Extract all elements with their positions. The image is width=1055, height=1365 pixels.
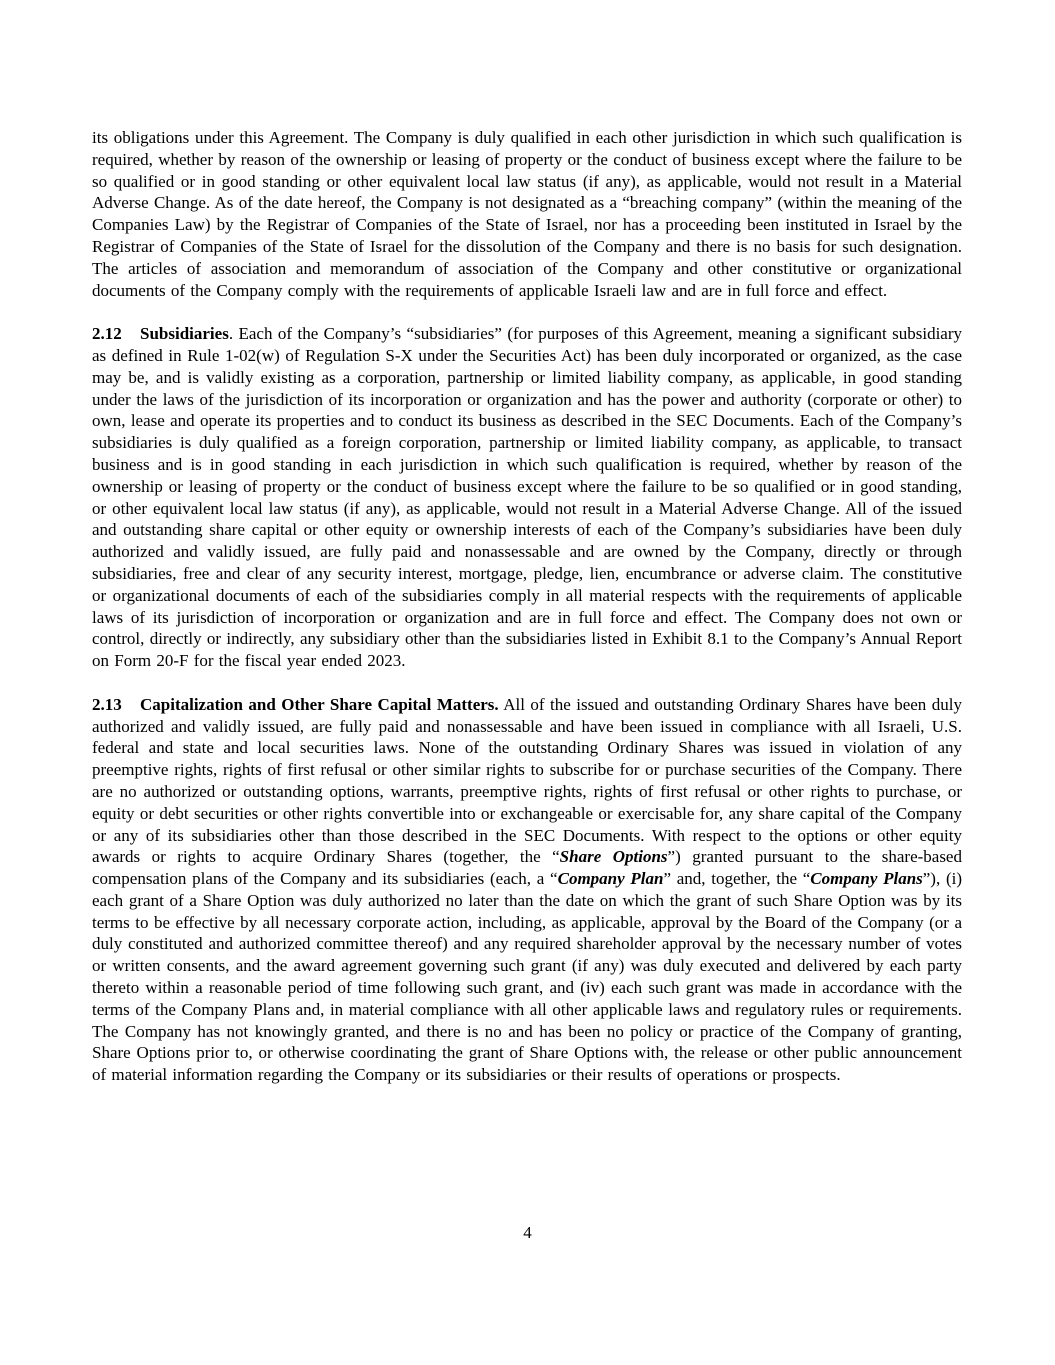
defined-term: Company Plan xyxy=(557,869,664,889)
section-2-12-paragraph xyxy=(92,323,962,672)
document-body xyxy=(92,127,962,1086)
body-text: ”) granted pursuant to the share-based compensation plans of the Company and its subsidiaries (each, a “ xyxy=(92,847,962,889)
paragraph-continuation xyxy=(92,127,962,301)
section-number: 2.13 xyxy=(92,694,122,714)
body-text: . Each of the Company’s “subsidiaries” (for purposes of this Agreement, meaning a significant subsidiary as defined in Rule 1-02(w) of Regulation S-X under the Securities Act) has been duly incorporated or organized, as the case may be, and is validly existing as a corporation, partnership or limited liability company, as applicable, in good standing under the laws of the jurisdiction of its incorporation or organization and has the power and authority (corporate or other) to own, lease and operate its properties and to conduct its business as described in the SEC Documents. Each of the Company’s subsidiaries is duly qualified as a foreign corporation, partnership or limited liability company, as applicable, to transact business and is in good standing in each jurisdiction in which such qualification is required, whether by reason of the ownership or leasing of property or the conduct of business except where the failure to be so qualified or in good standing, or other equivalent local law status (if any), as applicable, would not result in a Material Adverse Change. All of the issued and outstanding share capital or other equity or ownership interests of each of the Company’s subsidiaries have been duly authorized and validly issued, are fully paid and nonassessable and are owned by the Company, directly or through subsidiaries, free and clear of any security interest, mortgage, pledge, lien, encumbrance or adverse claim. The constitutive or organizational documents of each of the subsidiaries comply in all material respects with the requirements of applicable laws of its jurisdiction of incorporation or organization and are in full force and effect. The Company does not own or control, directly or indirectly, any subsidiary other than the subsidiaries listed in Exhibit 8.1 to the Company’s Annual Report on Form 20-F for the fiscal year ended 2023. xyxy=(92,324,962,671)
paragraph-text xyxy=(92,695,962,1085)
body-text: All of the issued and outstanding Ordinary Shares have been duly authorized and validly issued, are fully paid and nonassessable and have been issued in compliance with all Israeli, U.S. federal and state and local securities laws. None of the outstanding Ordinary Shares was issued in violation of any preemptive rights, rights of first refusal or other similar rights to subscribe for or purchase securities of the Company. There are no authorized or outstanding options, warrants, preemptive rights, rights of first refusal or other rights to purchase, or equity or debt securities or other rights convertible into or exchangeable or exercisable for, any share capital of the Company or any of its subsidiaries other than those described in the SEC Documents. With respect to the options or other equity awards or rights to acquire Ordinary Shares (together, the “ xyxy=(92,694,962,867)
defined-term: Company Plans xyxy=(810,869,923,889)
paragraph-text xyxy=(92,128,962,300)
body-text: its obligations under this Agreement. The Company is duly qualified in each other jurisdiction in which such qualification is required, whether by reason of the ownership or leasing of property or the conduct of business except where the failure to be so qualified or in good standing or other equivalent local law status (if any), as applicable, would not result in a Material Adverse Change. As of the date hereof, the Company is not designated as a “breaching company” (within the meaning of the Companies Law) by the Registrar of Companies of the State of Israel, nor has a proceeding been instituted in Israel by the Registrar of Companies of the State of Israel for the dissolution of the Company and there is no basis for such designation. The articles of association and memorandum of association of the Company and other constitutive or organizational documents of the Company comply with the requirements of applicable Israeli law and are in full force and effect. xyxy=(92,128,962,300)
section-heading: Subsidiaries xyxy=(140,324,229,344)
paragraph-text xyxy=(92,324,962,670)
body-text: ”), (i) each grant of a Share Option was duly authorized no later than the date on which the grant of such Share Option was by its terms to be effective by all necessary corporate action, including, as applicable, approval by the Board of the Company (or a duly constituted and authorized committee thereof) and any required shareholder approval by the necessary number of votes or written consents, and the award agreement governing such grant (if any) was duly executed and delivered by each party thereto within a reasonable period of time following such grant, and (iv) each such grant was made in accordance with the terms of the Company Plans and, in material compliance with all other applicable laws and regulatory rules or requirements. The Company has not knowingly granted, and there is no and has been no policy or practice of the Company of granting, Share Options prior to, or otherwise coordinating the grant of Share Options with, the release or other public announcement of material information regarding the Company or its subsidiaries or their results of operations or prospects. xyxy=(92,869,962,1085)
section-heading: Capitalization and Other Share Capital Matters. xyxy=(140,694,499,714)
section-number: 2.12 xyxy=(92,324,122,344)
defined-term: Share Options xyxy=(559,847,668,867)
page-number: 4 xyxy=(523,1223,532,1242)
body-text: ” and, together, the “ xyxy=(663,869,811,889)
section-2-13-paragraph xyxy=(92,694,962,1086)
